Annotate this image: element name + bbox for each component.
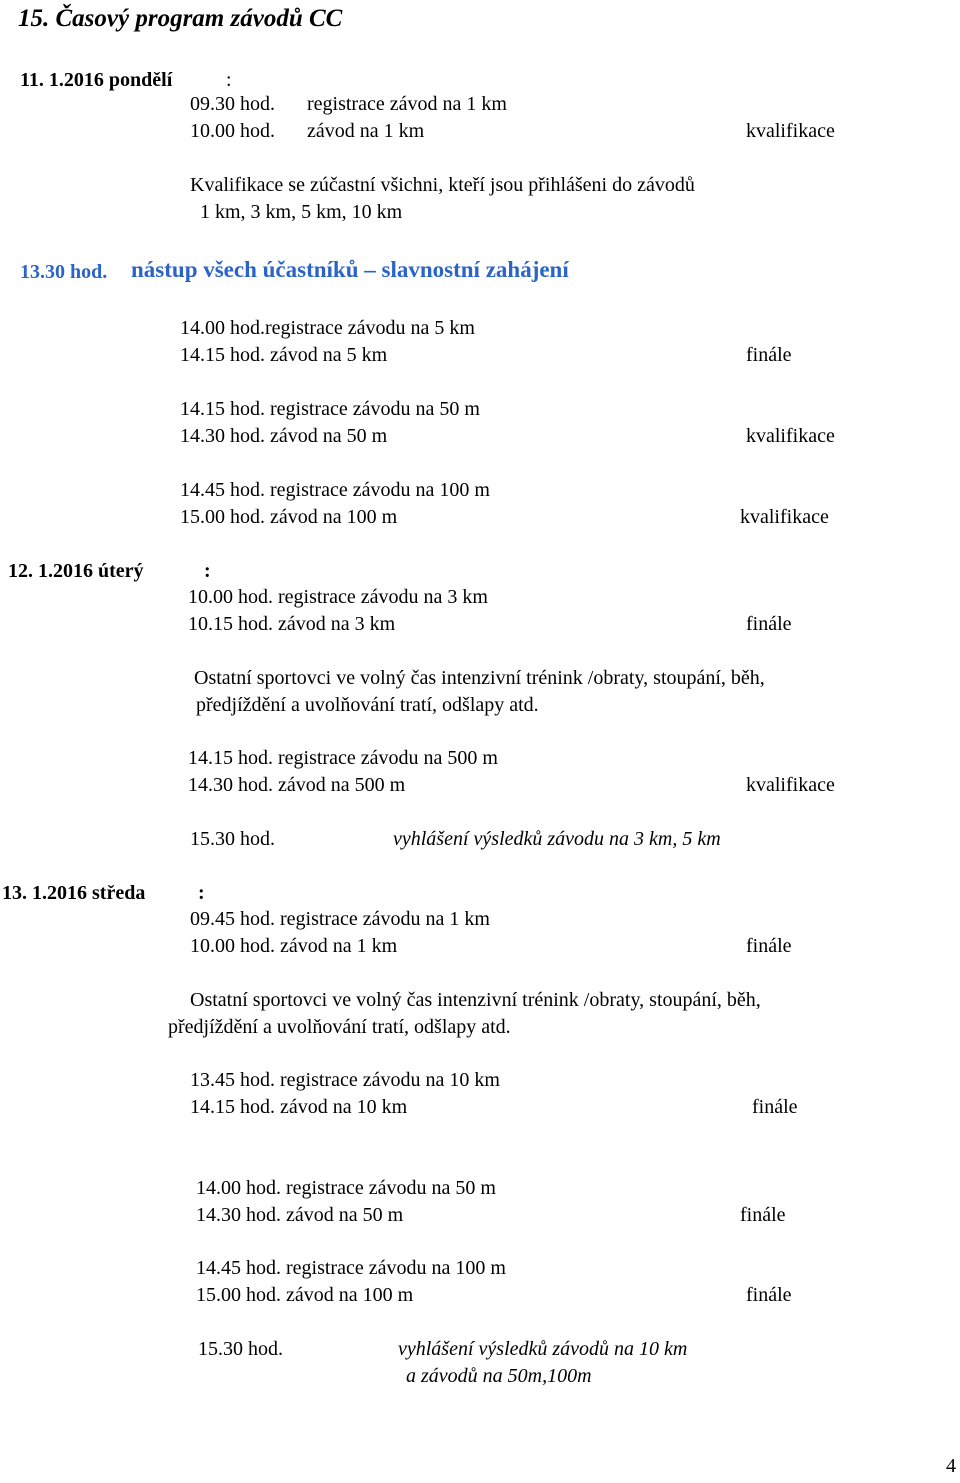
day1-r1-text: registrace závod na 1 km: [307, 93, 507, 115]
day1-colon: :: [226, 69, 232, 91]
day3-r8-type: finále: [746, 1284, 792, 1306]
day1-r4-type: finále: [746, 344, 792, 366]
day1-r7: 14.45 hod. registrace závodu na 100 m: [180, 479, 490, 501]
day2-results-time: 15.30 hod.: [190, 828, 275, 850]
day2-r1: 10.00 hod. registrace závodu na 3 km: [188, 586, 488, 608]
day1-r2-type: kvalifikace: [746, 120, 835, 142]
day2-colon: :: [204, 560, 211, 582]
day1-r6: 14.30 hod. závod na 50 m: [180, 425, 388, 447]
day1-r6-type: kvalifikace: [746, 425, 835, 447]
day2-note1: Ostatní sportovci ve volný čas intenzivní trénink /obraty, stoupání, běh,: [194, 667, 765, 689]
day3-r3: 13.45 hod. registrace závodu na 10 km: [190, 1069, 500, 1091]
day1-r3: 14.00 hod.registrace závodu na 5 km: [180, 317, 475, 339]
day3-r5: 14.00 hod. registrace závodu na 50 m: [196, 1177, 496, 1199]
page-title: 15. Časový program závodů CC: [18, 5, 343, 32]
day2-header: 12. 1.2016 úterý: [8, 560, 144, 582]
day3-r6-type: finále: [740, 1204, 786, 1226]
day1-r4: 14.15 hod. závod na 5 km: [180, 344, 388, 366]
day2-r4-type: kvalifikace: [746, 774, 835, 796]
day2-r3: 14.15 hod. registrace závodu na 500 m: [188, 747, 498, 769]
day1-header: 11. 1.2016 pondělí: [20, 69, 173, 91]
day2-r4: 14.30 hod. závod na 500 m: [188, 774, 406, 796]
day3-r2-type: finále: [746, 935, 792, 957]
day3-results-time: 15.30 hod.: [198, 1338, 283, 1360]
day1-r8-type: kvalifikace: [740, 506, 829, 528]
day1-r2-text: závod na 1 km: [307, 120, 425, 142]
day1-r1-time: 09.30 hod.: [190, 93, 275, 115]
day3-note2: předjíždění a uvolňování tratí, odšlapy atd.: [168, 1016, 511, 1038]
day3-r1: 09.45 hod. registrace závodu na 1 km: [190, 908, 490, 930]
day3-header: 13. 1.2016 středa: [2, 882, 146, 904]
day1-note2: 1 km, 3 km, 5 km, 10 km: [200, 201, 403, 223]
day2-r2-type: finále: [746, 613, 792, 635]
day1-r8: 15.00 hod. závod na 100 m: [180, 506, 398, 528]
day1-r5: 14.15 hod. registrace závodu na 50 m: [180, 398, 480, 420]
day3-r6: 14.30 hod. závod na 50 m: [196, 1204, 404, 1226]
day3-r2: 10.00 hod. závod na 1 km: [190, 935, 398, 957]
day1-note1: Kvalifikace se zúčastní všichni, kteří jsou přihlášeni do závodů: [190, 174, 695, 196]
day3-note1: Ostatní sportovci ve volný čas intenzivní trénink /obraty, stoupání, běh,: [190, 989, 761, 1011]
day3-r4-type: finále: [752, 1096, 798, 1118]
day3-results-text1: vyhlášení výsledků závodů na 10 km: [398, 1338, 688, 1360]
day3-r7: 14.45 hod. registrace závodu na 100 m: [196, 1257, 506, 1279]
day2-results-text: vyhlášení výsledků závodu na 3 km, 5 km: [393, 828, 721, 850]
day3-results-text2: a závodů na 50m,100m: [406, 1365, 592, 1387]
day1-r2-time: 10.00 hod.: [190, 120, 275, 142]
ceremony-time: 13.30 hod.: [20, 261, 108, 283]
day3-colon: :: [198, 882, 205, 904]
page-number: 4: [946, 1455, 956, 1477]
day3-r4: 14.15 hod. závod na 10 km: [190, 1096, 408, 1118]
day3-r8: 15.00 hod. závod na 100 m: [196, 1284, 414, 1306]
ceremony-text: nástup všech účastníků – slavnostní zahájení: [131, 257, 569, 282]
day2-note2: předjíždění a uvolňování tratí, odšlapy atd.: [196, 694, 539, 716]
day2-r2: 10.15 hod. závod na 3 km: [188, 613, 396, 635]
